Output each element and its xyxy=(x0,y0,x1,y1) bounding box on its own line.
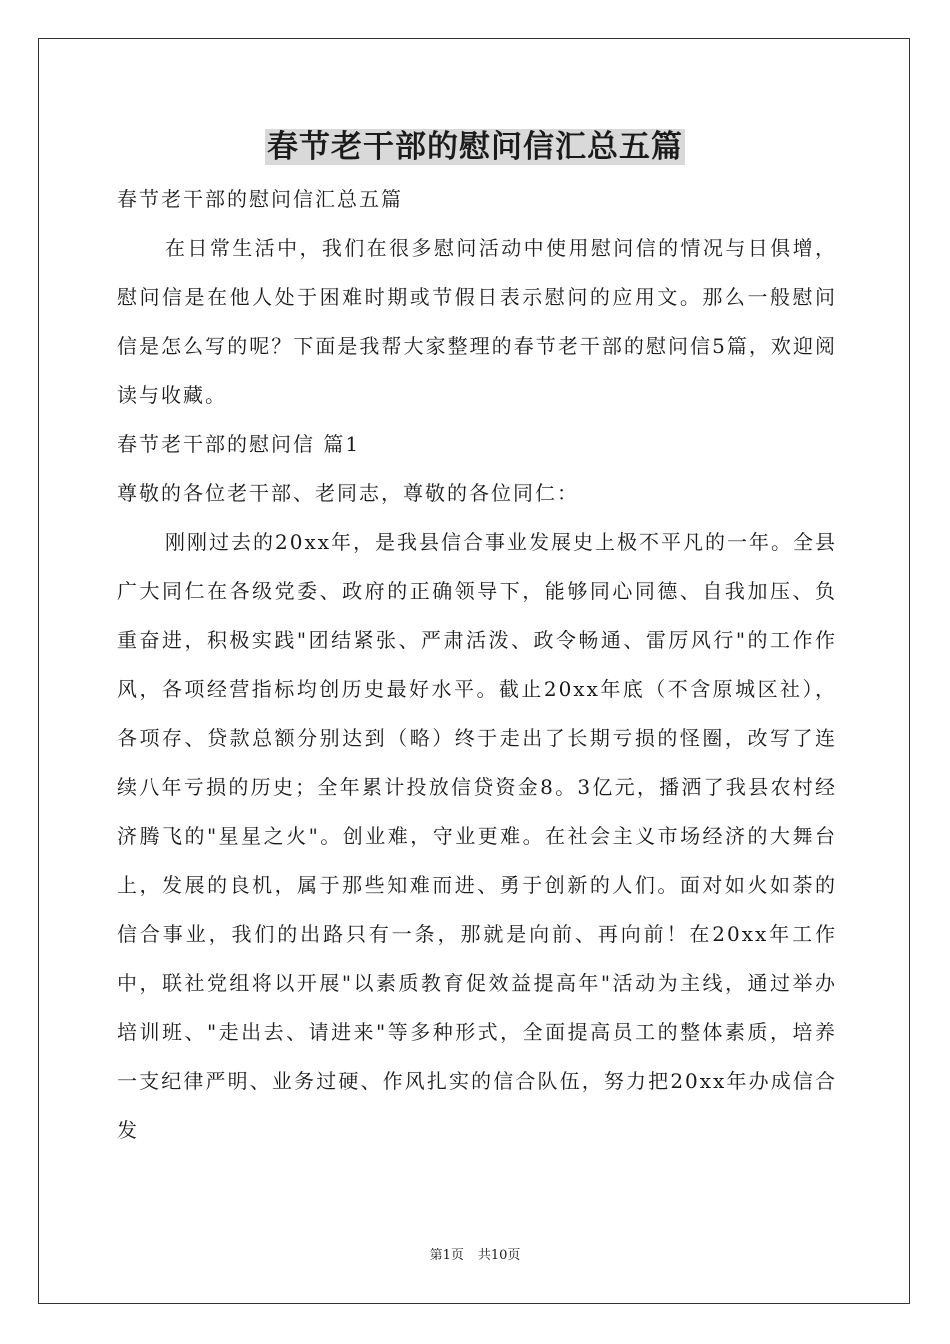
page-total: 共10页 xyxy=(477,1248,521,1263)
document-title xyxy=(0,124,950,170)
section-heading: 春节老干部的慰问信 篇1 xyxy=(117,432,361,456)
subtitle-paragraph: 春节老干部的慰问信汇总五篇 xyxy=(117,187,403,211)
intro-paragraph: 在日常生活中，我们在很多慰问活动中使用慰问信的情况与日俱增，慰问信是在他人处于困难时期或节假日表示慰问的应用文。那么一般慰问信是怎么写的呢？下面是我帮大家整理的春节老干部的慰问信5篇，欢迎阅读与收藏。 xyxy=(117,236,837,407)
body-paragraph: 刚刚过去的20xx年，是我县信合事业发展史上极不平凡的一年。全县广大同仁在各级党委、政府的正确领导下，能够同心同德、自我加压、负重奋进，积极实践"团结紧张、严肃活泼、政令畅通、雷厉风行"的工作作风，各项经营指标均创历史最好水平。截止20xx年底（不含原城区社），各项存、贷款总额分别达到（略）终于走出了长期亏损的怪圈，改写了连续八年亏损的历史；全年累计投放信贷资金8。3亿元，播洒了我县农村经济腾飞的"星星之火"。创业难，守业更难。在社会主义市场经济的大舞台上，发展的良机，属于那些知难而进、勇于创新的人们。面对如火如荼的信合事业，我们的出路只有一条，那就是向前、再向前！在20xx年工作中，联社党组将以开展"以素质教育促效益提高年"活动为主线，通过举办培训班、"走出去、请进来"等多种形式，全面提高员工的整体素质，培养一支纪律严明、业务过硬、作风扎实的信合队伍，努力把20xx年办成信合发 xyxy=(117,530,838,1142)
document-body xyxy=(117,175,837,1155)
salutation-paragraph: 尊敬的各位老干部、老同志，尊敬的各位同仁： xyxy=(117,481,579,505)
page-number: 第1页 xyxy=(429,1248,464,1263)
document-title-text: 春节老干部的慰问信汇总五篇 xyxy=(267,129,683,165)
page-footer xyxy=(0,1247,950,1265)
